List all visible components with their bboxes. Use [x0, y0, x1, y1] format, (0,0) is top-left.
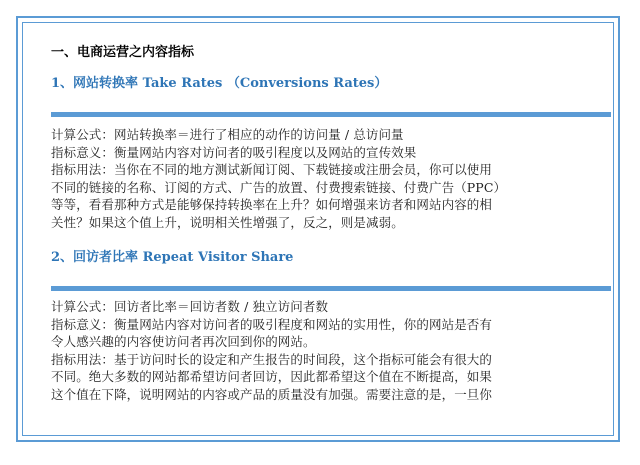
metric2-meaning-line: 令人感兴趣的内容使访问者再次回到你的网站。 [51, 334, 316, 349]
metric1-heading-block [51, 75, 571, 93]
metric1-usage-line: 关性？如果这个值上升，说明相关性增强了，反之，则是减弱。 [51, 214, 404, 230]
metric1-usage-line: 不同的链接的名称、订阅的方式、广告的放置、付费搜索链接、付费广告（PPC） [51, 179, 507, 195]
metric1-body [51, 126, 571, 231]
metric2-usage-line: 不同。绝大多数的网站都希望访问者回访，因此都希望这个值在不断提高，如果 [51, 369, 493, 384]
metric1-divider [51, 112, 611, 117]
metric2-divider [51, 286, 611, 291]
metric1-heading: 1、网站转换率 Take Rates （Conversions Rates） [51, 76, 388, 91]
metric1-usage-line: 等等，看看那种方式是能够保持转换率在上升？如何增强来访者和网站内容的相 [51, 197, 493, 212]
metric2-formula: 计算公式：回访者比率＝回访者数 / 独立访问者数 [51, 299, 329, 314]
metric1-meaning: 指标意义：衡量网站内容对访问者的吸引程度以及网站的宣传效果 [51, 144, 417, 160]
metric2-heading: 2、回访者比率 Repeat Visitor Share [51, 250, 294, 265]
metric2-usage-line: 指标用法：基于访问时长的设定和产生报告的时间段，这个指标可能会有很大的 [51, 351, 493, 367]
metric2-usage-line: 这个值在下降，说明网站的内容或产品的质量没有加强。需要注意的是，一旦你 [51, 386, 493, 402]
metric1-usage-line: 指标用法：当你在不同的地方测试新闻订阅、下载链接或注册会员，你可以使用 [51, 162, 493, 177]
section-title-block [51, 44, 571, 62]
section-title: 一、电商运营之内容指标 [51, 45, 195, 60]
metric2-heading-block [51, 249, 571, 267]
metric1-formula: 计算公式：网站转换率＝进行了相应的动作的访问量 / 总访问量 [51, 127, 404, 142]
metric2-meaning-line: 指标意义：衡量网站内容对访问者的吸引程度和网站的实用性，你的网站是否有 [51, 316, 493, 332]
metric2-body [51, 298, 571, 403]
